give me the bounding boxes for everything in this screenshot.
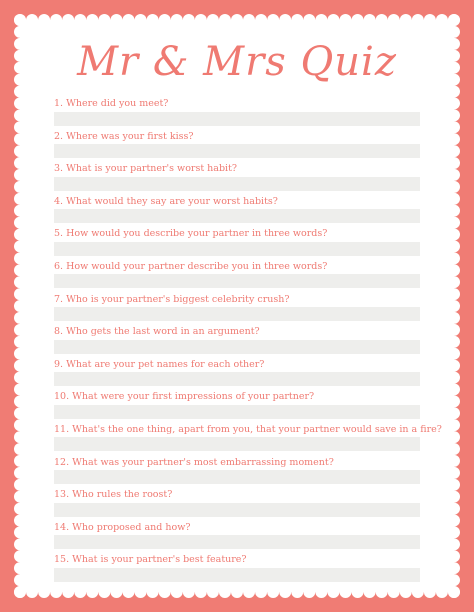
question-item (54, 554, 420, 587)
question-label: 3. What is your partner's worst habit? (54, 163, 237, 175)
question-label: 8. Who gets the last word in an argument? (54, 326, 260, 338)
question-label: 2. Where was your first kiss? (54, 130, 194, 142)
question-label: 6. How would your partner describe you in three words? (54, 260, 328, 272)
question-label: 9. What are your pet names for each other? (54, 358, 265, 370)
question-item (54, 228, 420, 261)
answer-line[interactable] (54, 503, 420, 517)
question-label: 4. What would they say are your worst habits? (54, 195, 278, 207)
question-item (54, 163, 420, 196)
answer-line[interactable] (54, 177, 420, 191)
question-item (54, 196, 420, 229)
question-item (54, 489, 420, 522)
quiz-sheet (14, 14, 460, 598)
question-item (54, 98, 420, 131)
answer-line[interactable] (54, 112, 420, 126)
question-label: 7. Who is your partner's biggest celebrity crush? (54, 293, 290, 305)
question-label: 5. How would you describe your partner in three words? (54, 228, 328, 240)
answer-line[interactable] (54, 437, 420, 451)
question-label: 12. What was your partner's most embarrassing moment? (54, 456, 334, 468)
question-label: 15. What is your partner's best feature? (54, 554, 247, 566)
answer-line[interactable] (54, 242, 420, 256)
answer-line[interactable] (54, 144, 420, 158)
question-label: 1. Where did you meet? (54, 98, 169, 109)
question-item (54, 522, 420, 555)
question-label: 14. Who proposed and how? (54, 521, 191, 533)
answer-line[interactable] (54, 568, 420, 582)
question-item (54, 261, 420, 294)
answer-line[interactable] (54, 209, 420, 223)
question-label: 13. Who rules the roost? (54, 489, 173, 501)
question-item (54, 326, 420, 359)
answer-line[interactable] (54, 274, 420, 288)
question-item (54, 391, 420, 424)
question-list (54, 98, 442, 587)
answer-line[interactable] (54, 470, 420, 484)
page-title: Mr & Mrs Quiz (77, 39, 397, 85)
answer-line[interactable] (54, 307, 420, 321)
question-label: 11. What's the one thing, apart from you, that your partner would save in a fire? (54, 423, 442, 435)
answer-line[interactable] (54, 405, 420, 419)
answer-line[interactable] (54, 535, 420, 549)
answer-line[interactable] (54, 340, 420, 354)
question-item (54, 131, 420, 164)
question-item (54, 457, 420, 490)
question-item (54, 294, 420, 327)
question-item (54, 359, 420, 392)
question-item (54, 423, 442, 457)
question-label: 10. What were your first impressions of your partner? (54, 391, 315, 403)
answer-line[interactable] (54, 372, 420, 386)
